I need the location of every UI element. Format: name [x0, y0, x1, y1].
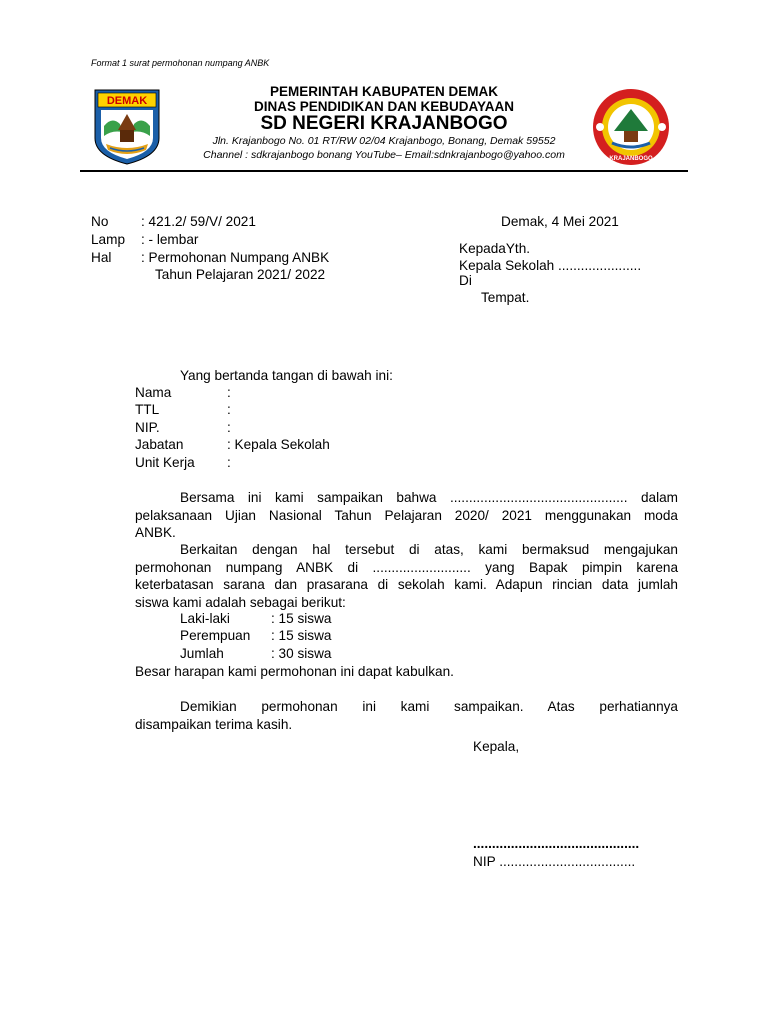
- recipient-di: Di: [459, 273, 472, 288]
- demak-logo-lettering: DEMAK: [106, 95, 148, 107]
- paragraph-4: [135, 698, 678, 733]
- stat-value: : 15 siswa: [271, 628, 332, 643]
- school-logo-lettering: KRAJANBOGO: [609, 156, 653, 162]
- field-value: :: [227, 402, 231, 417]
- paragraph-1-line: Bersama ini kami sampaikan bahwa ............................................... dalam: [180, 490, 678, 505]
- field-value: :: [227, 420, 231, 435]
- field-value: :: [227, 385, 231, 400]
- letterhead-rule: [80, 170, 688, 172]
- paragraph-2-line: Berkaitan dengan hal tersebut di atas, kami bermaksud mengajukan: [180, 542, 678, 557]
- letterhead-contact: Channel : sdkrajanbogo bonang YouTube– Email:sdnkrajanbogo@yahoo.com: [203, 149, 565, 161]
- paragraph-2-line: siswa kami adalah sebagai berikut:: [135, 594, 346, 610]
- stat-value: : 30 siswa: [271, 646, 332, 661]
- number-label: No: [91, 214, 109, 229]
- recipient-salutation: KepadaYth.: [459, 241, 531, 256]
- attachment-label: Lamp: [91, 232, 126, 247]
- format-note: Format 1 surat permohonan numpang ANBK: [91, 58, 270, 68]
- field-value: :: [227, 455, 231, 470]
- recipient-place: Tempat.: [481, 290, 530, 305]
- stat-label: Laki-laki: [180, 611, 230, 626]
- letterhead-address: Jln. Krajanbogo No. 01 RT/RW 02/04 Krajanbogo, Bonang, Demak 59552: [212, 135, 556, 147]
- paragraph-1-line: ANBK.: [135, 525, 176, 540]
- field-label: NIP.: [135, 420, 160, 435]
- letterhead-government: PEMERINTAH KABUPATEN DEMAK: [270, 84, 498, 99]
- paragraph-3: Besar harapan kami permohonan ini dapat kabulkan.: [135, 664, 454, 679]
- paragraph-1-line: pelaksanaan Ujian Nasional Tahun Pelajaran 2020/ 2021 menggunakan moda: [135, 507, 678, 523]
- recipient-title: Kepala Sekolah ......................: [459, 258, 642, 273]
- field-label: TTL: [135, 402, 160, 417]
- field-label: Nama: [135, 385, 172, 400]
- paragraph-2-line: permohonan numpang ANBK di .......................... yang Bapak pimpin karena: [135, 559, 678, 575]
- stat-label: Jumlah: [180, 646, 224, 661]
- letterhead-school-name: SD NEGERI KRAJANBOGO: [260, 113, 508, 134]
- paragraph-2: [135, 541, 678, 611]
- paragraph-4-line: disampaikan terima kasih.: [135, 716, 293, 732]
- demak-regency-logo: [92, 86, 162, 166]
- paragraph-4-line: Demikian permohonan ini kami sampaikan. Atas perhatiannya: [180, 699, 678, 714]
- field-value: : Kepala Sekolah: [227, 437, 330, 452]
- attachment-value: : - lembar: [141, 232, 199, 247]
- paragraph-1: [135, 489, 678, 542]
- school-logo: [582, 87, 680, 167]
- stat-label: Perempuan: [180, 628, 251, 643]
- intro-line: Yang bertanda tangan di bawah ini:: [180, 368, 393, 383]
- subject-value-continued: Tahun Pelajaran 2021/ 2022: [155, 267, 326, 282]
- paragraph-2-line: keterbatasan sarana dan prasarana di sekolah kami. Adapun rincian data jumlah: [135, 577, 678, 592]
- subject-label: Hal: [91, 250, 112, 265]
- signature-title: Kepala,: [473, 739, 520, 754]
- field-label: Jabatan: [135, 437, 184, 452]
- field-label: Unit Kerja: [135, 455, 195, 470]
- letter-date: Demak, 4 Mei 2021: [501, 214, 619, 229]
- letterhead-department: DINAS PENDIDIKAN DAN KEBUDAYAAN: [253, 99, 515, 114]
- subject-value: : Permohonan Numpang ANBK: [141, 250, 330, 265]
- number-value: : 421.2/ 59/V/ 2021: [141, 214, 256, 229]
- signature-nip: NIP ....................................: [473, 854, 636, 869]
- signature-name-line: ............................................: [473, 836, 640, 851]
- stat-value: : 15 siswa: [271, 611, 332, 626]
